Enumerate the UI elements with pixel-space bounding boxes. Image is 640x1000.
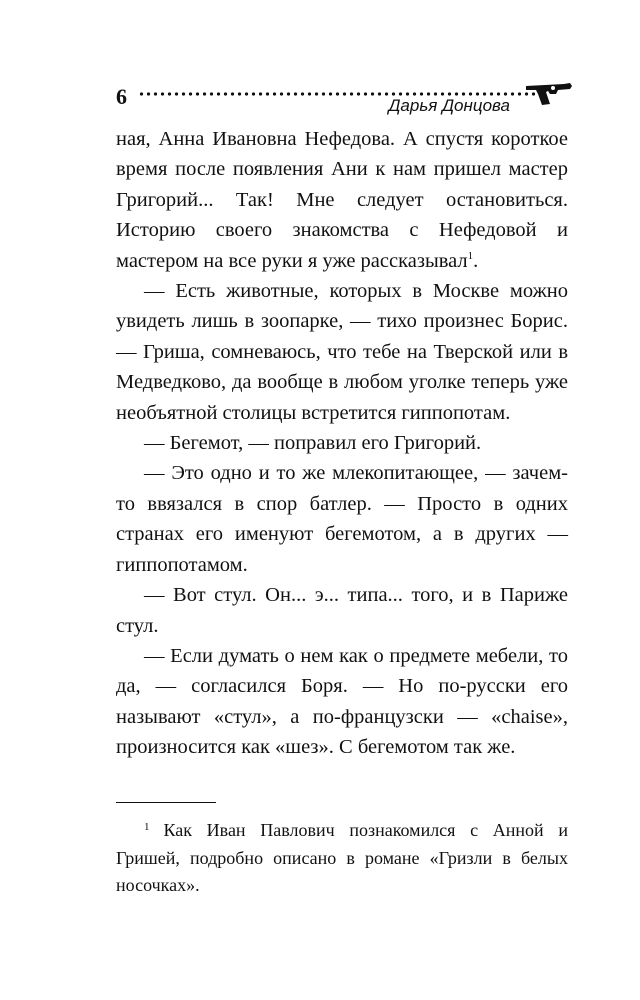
page-body: [116, 124, 568, 763]
paragraph: — Если думать о нем как о предмете мебели, то да, — согласился Боря. — Но по-русски его называют «стул», а по-французски — «chaise», произносится как «шез». С бегемотом так же.: [116, 644, 568, 759]
author-name: Дарья Донцова: [388, 96, 510, 115]
paragraph: — Есть животные, которых в Москве можно увидеть лишь в зоопарке, — тихо произнес Борис. — Гриша, сомневаюсь, что тебе на Тверской или в Медведково, да вообще в любом уголке теперь уже необъятной столицы встретится гиппопотам.: [116, 280, 568, 424]
footnote-reference: 1: [467, 249, 474, 262]
footnote: [116, 814, 568, 900]
paragraph: — Это одно и то же млекопитающее, — зачем-то ввязался в спор батлер. — Просто в одних странах его именуют бегемотом, а в других — гиппопотамом.: [116, 462, 568, 576]
footnote-separator: [116, 802, 216, 803]
paragraph: ная, Анна Ивановна Нефедова. А спустя короткое время после появления Ани к нам пришел мастер Григорий... Так! Мне следует остановиться. Историю своего знакомства с Нефедовой и мастером на все руки я уже рассказывал$^1$.: [116, 128, 568, 272]
footnote-mark: 1: [144, 821, 150, 833]
paragraph: — Вот стул. Он... э... типа... того, и в Париже стул.: [116, 584, 568, 637]
footnote-text: Как Иван Павлович познакомился с Анной и Гришей, подробно описано в романе «Гризли в белых носочках».: [116, 820, 568, 895]
revolver-icon: [524, 80, 574, 106]
page-number: 6: [116, 84, 127, 109]
paragraph: — Бегемот, — поправил его Григорий.: [144, 432, 482, 455]
page-header: [116, 80, 572, 116]
